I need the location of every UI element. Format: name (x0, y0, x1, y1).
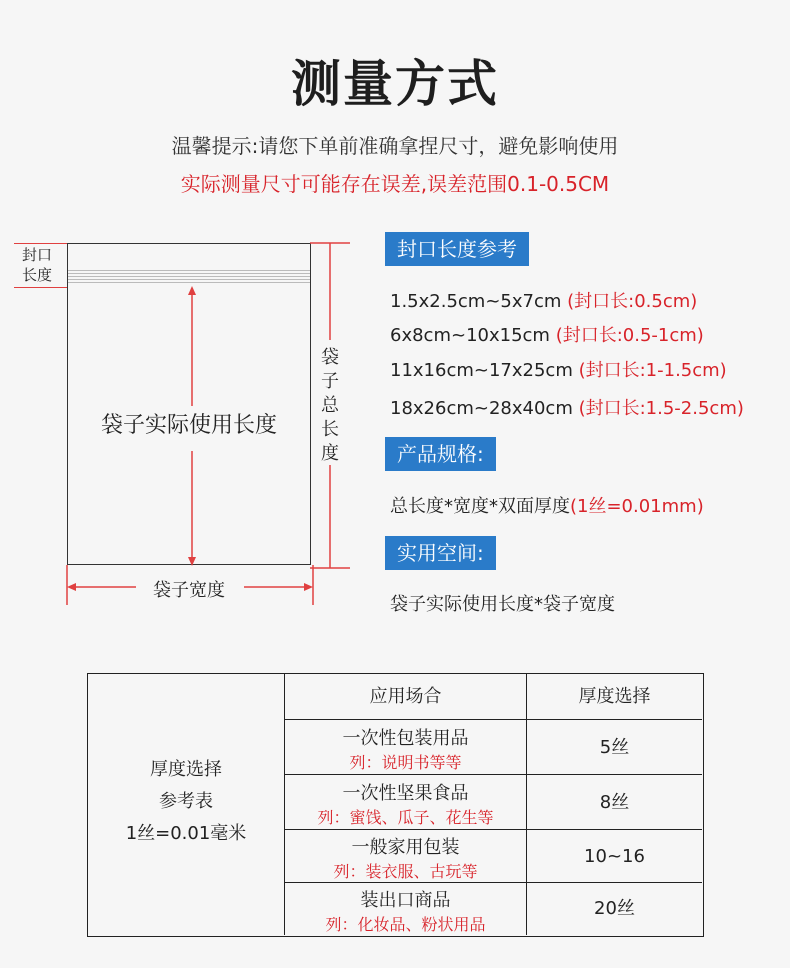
actual-length-label: 袋子实际使用长度 (100, 413, 277, 438)
seal-ref-row: 6x8cm~10x15cm (封口长:0.5-1cm) (390, 325, 704, 346)
spec-heading: 产品规格: (385, 437, 496, 471)
table-row-thickness: 10~16 (527, 830, 702, 883)
seal-ref-row: 1.5x2.5cm~5x7cm (封口长:0.5cm) (390, 291, 698, 312)
seal-ref-row: 11x16cm~17x25cm (封口长:1-1.5cm) (390, 360, 727, 381)
seal-stripe (68, 276, 310, 277)
table-left-cell: 厚度选择 参考表 1丝=0.01毫米 (88, 674, 285, 935)
table-row-thickness: 5丝 (527, 720, 702, 775)
spec-text: 总长度*宽度*双面厚度(1丝=0.01mm) (390, 496, 704, 517)
table-header-thickness: 厚度选择 (527, 674, 702, 720)
total-length-label: 袋子总长度 (321, 347, 339, 464)
seal-ref-heading: 封口长度参考 (385, 232, 529, 266)
thickness-table (87, 673, 704, 937)
usable-text: 袋子实际使用长度*袋子宽度 (390, 594, 615, 615)
seal-bottom-guide (14, 287, 74, 288)
table-row-thickness: 20丝 (594, 898, 635, 919)
seal-stripe (68, 270, 310, 271)
usable-heading: 实用空间: (385, 536, 496, 570)
table-row-use: 一次性坚果食品 列：蜜饯、瓜子、花生等 (285, 775, 527, 830)
table-header-use: 应用场合 (285, 674, 527, 720)
tip-text: 温馨提示:请您下单前准确拿捏尺寸，避免影响使用 (171, 134, 619, 158)
seal-ref-row: 18x26cm~28x40cm (封口长:1.5-2.5cm) (390, 398, 744, 419)
seal-stripe (68, 282, 310, 283)
seal-stripe (68, 279, 310, 280)
seal-length-label: 封口 长度 (22, 246, 53, 284)
table-row-use: 装出口商品 列：化妆品、粉状用品 (285, 883, 527, 935)
table-row-use: 一般家用包装 列：装衣服、古玩等 (285, 830, 527, 883)
seal-top-guide (14, 243, 74, 244)
table-row-thickness: 8丝 (527, 775, 702, 830)
table-row-use: 一次性包装用品 列：说明书等等 (285, 720, 527, 775)
page-title: 测量方式 (291, 55, 499, 113)
error-range-note: 实际测量尺寸可能存在误差,误差范围0.1-0.5CM (180, 172, 610, 196)
seal-stripe (68, 273, 310, 274)
width-label: 袋子宽度 (153, 580, 225, 601)
